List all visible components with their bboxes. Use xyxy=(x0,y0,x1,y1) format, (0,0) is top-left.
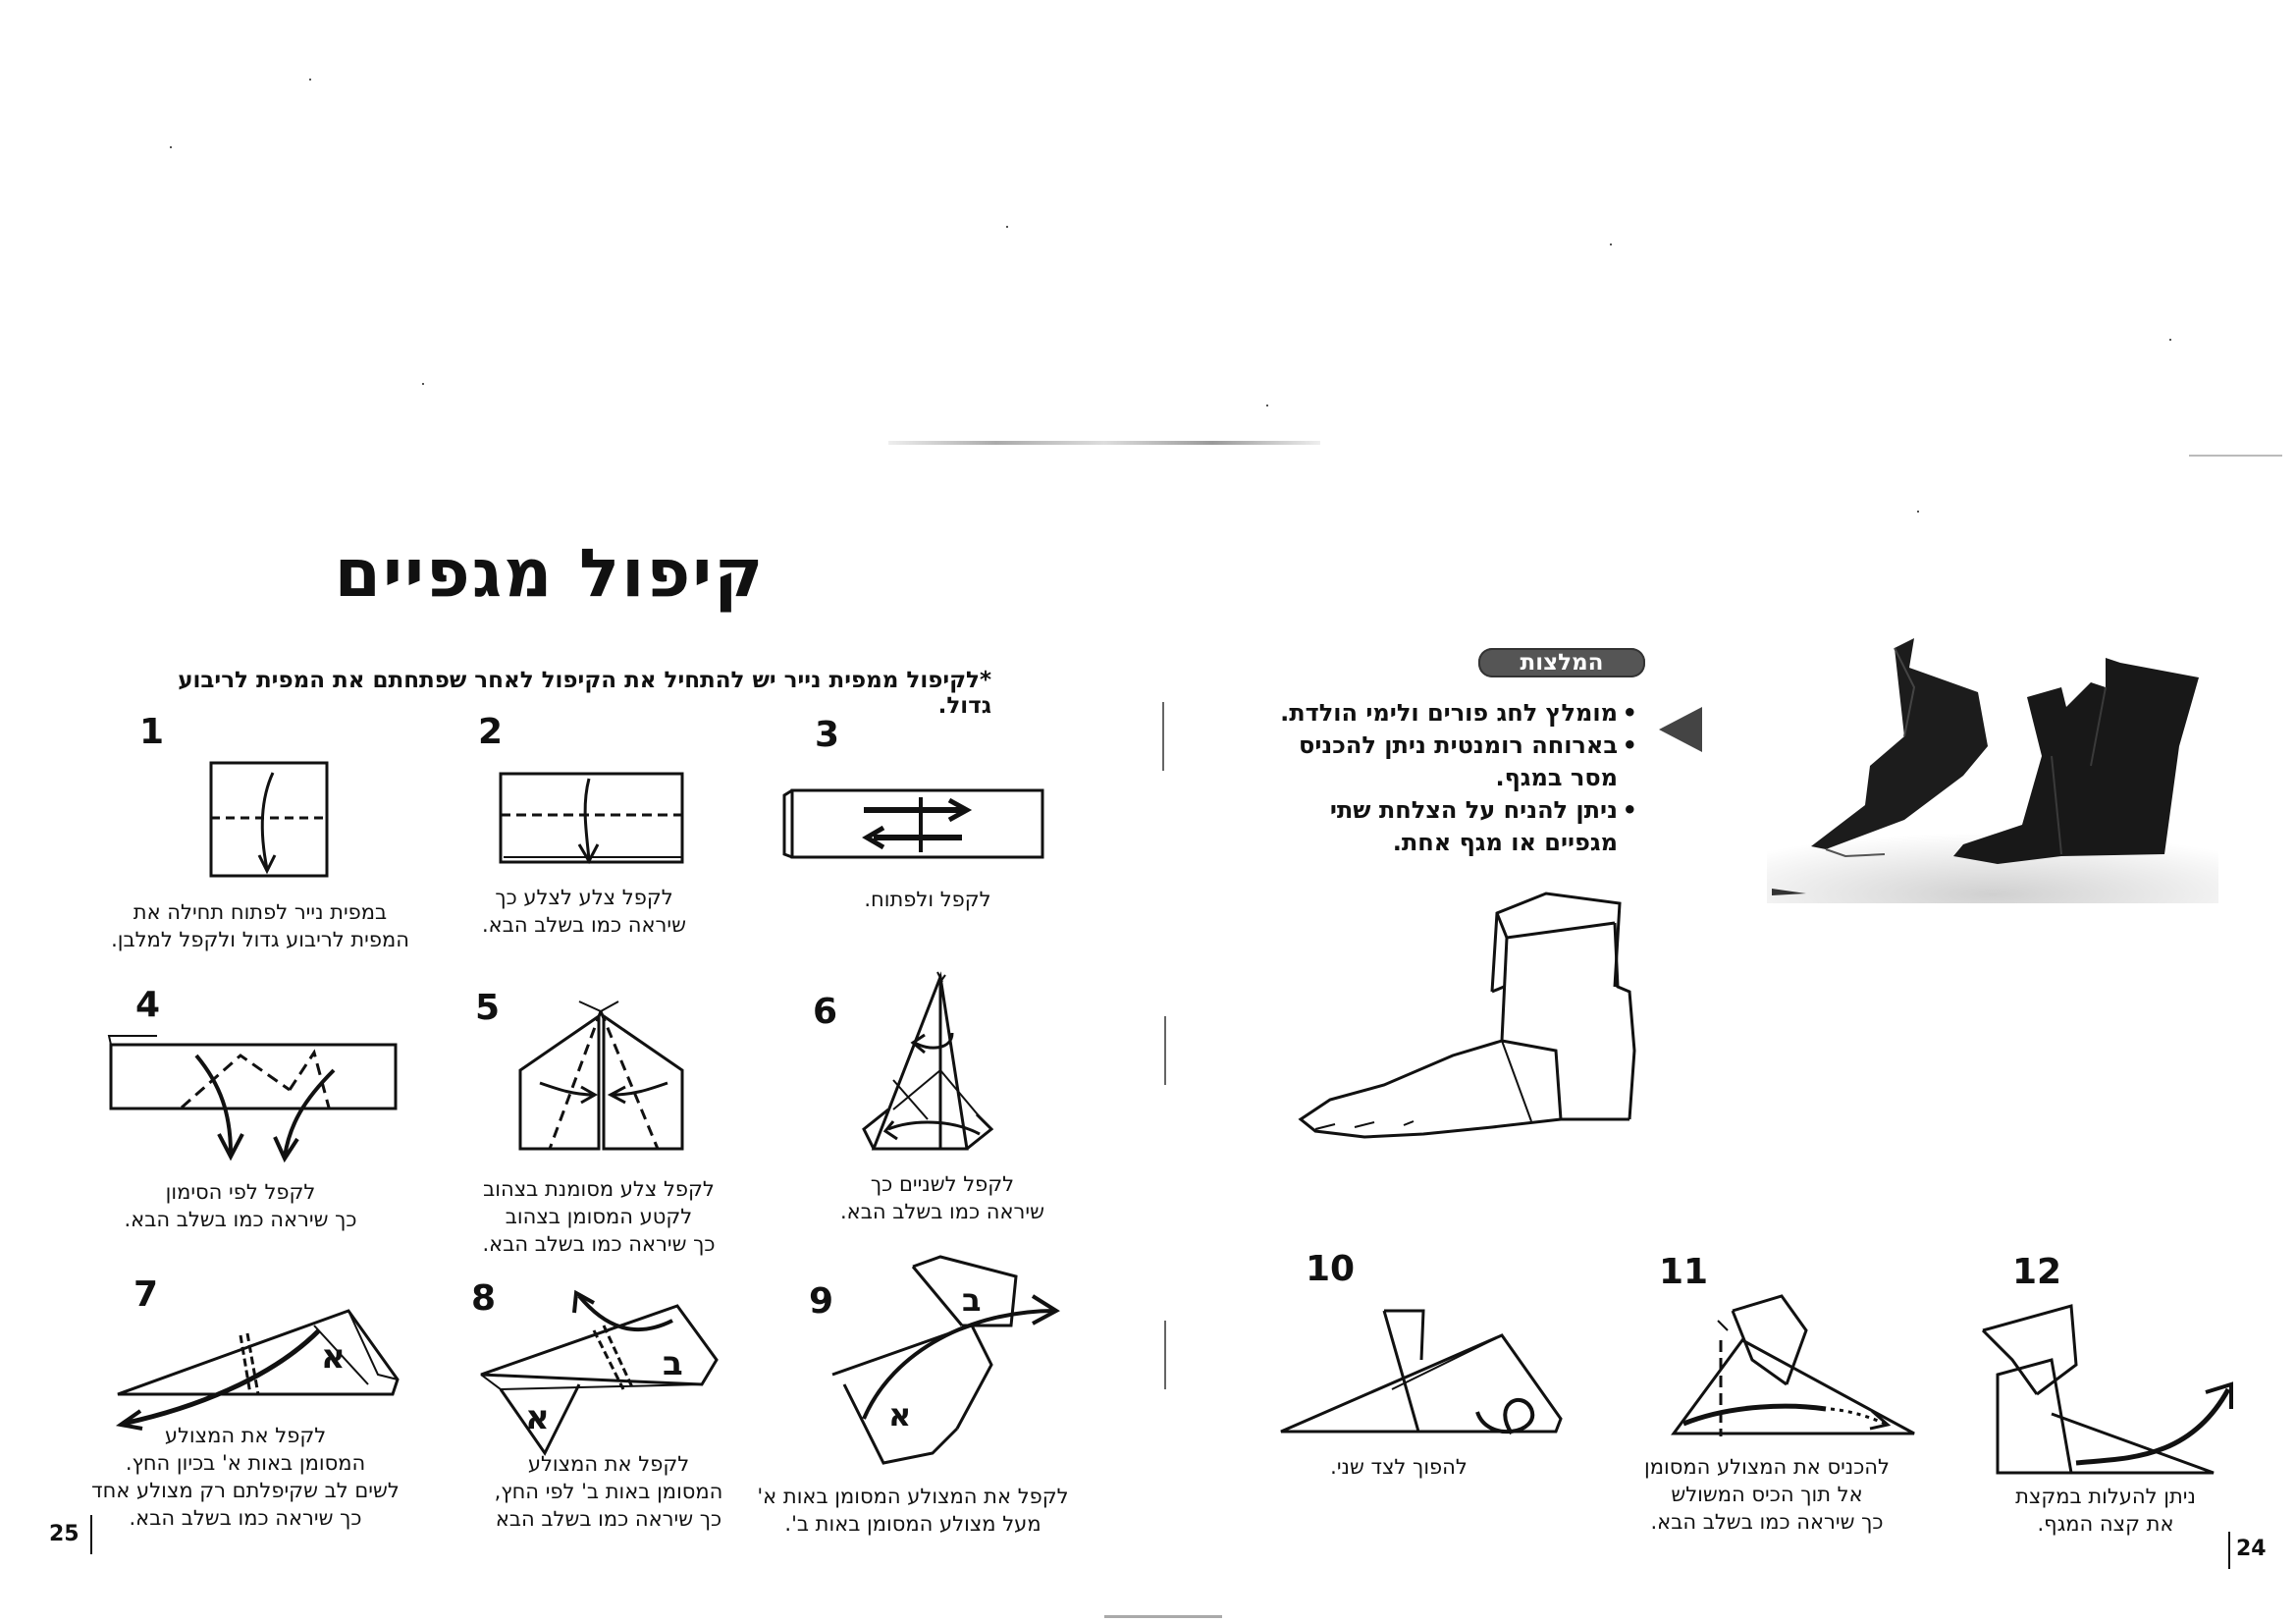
step-12-diagram xyxy=(1978,1286,2243,1483)
step-number: 2 xyxy=(478,712,504,752)
step-caption: לקפל את המצולע המסומן באות א' בכיון החץ. לשים לב שקיפלתם רק מצולע אחד כך שיראה כמו בשלב הבא. xyxy=(91,1424,400,1530)
step-11-diagram xyxy=(1654,1291,1919,1438)
step-caption: לקפל צלע לצלע כך שיראה כמו בשלב הבא. xyxy=(482,886,686,937)
label-bet: ב xyxy=(962,1281,982,1319)
page-number-left: 25 xyxy=(49,1522,80,1546)
step-caption: להפוך לצד שני. xyxy=(1330,1455,1468,1479)
step-4-diagram xyxy=(103,1031,398,1163)
step-number: 7 xyxy=(133,1274,159,1315)
tips-badge: המלצות xyxy=(1478,648,1645,677)
step-3-diagram xyxy=(780,785,1050,864)
step-1-diagram xyxy=(206,761,334,879)
boots-photo xyxy=(1767,628,2218,903)
step-caption: לקפל צלע מסומנת בצהוב לקטע המסומן בצהוב כך שיראה כמו בשלב הבא. xyxy=(482,1177,716,1256)
step-caption: לקפל את המצולע המסומן באות ב' לפי החץ, כך שיראה כמו בשלב הבא xyxy=(494,1452,723,1531)
step-number: 1 xyxy=(139,712,165,752)
boot-illustration xyxy=(1296,893,1639,1159)
tip-item: • מומלץ לחג פורים ולימי הולדת. xyxy=(1266,697,1618,730)
step-2-diagram xyxy=(496,771,687,869)
label-alef: א xyxy=(321,1337,346,1377)
step-number: 9 xyxy=(809,1281,834,1322)
intro-note: *לקיפול ממפית נייר יש להתחיל את הקיפול לאחר שפתחתם את המפית לריבוע גדול. xyxy=(178,668,991,719)
step-caption: לקפל לפי הסימון כך שיראה כמו בשלב הבא. xyxy=(124,1180,357,1231)
step-number: 5 xyxy=(475,988,501,1028)
step-number: 12 xyxy=(2012,1252,2062,1292)
step-caption: להכניס את המצולע המסומן אל תוך הכיס המשולש כך שיראה כמו בשלב הבא. xyxy=(1644,1455,1890,1534)
step-number: 6 xyxy=(813,992,838,1032)
scan-streak xyxy=(2189,455,2282,457)
page-number-right: 24 xyxy=(2236,1537,2267,1561)
pointer-triangle-icon xyxy=(1657,705,1704,754)
step-caption: ניתן להעלות במקצת את קצה המגף. xyxy=(2015,1485,2196,1536)
tip-item: • ניתן להניח על הצלחת שתי מגפיים או מגף אחת. xyxy=(1266,794,1618,859)
step-8-diagram xyxy=(476,1291,731,1458)
step-number: 8 xyxy=(471,1278,497,1319)
step-5-diagram xyxy=(510,997,692,1154)
page-gutter xyxy=(1160,702,1170,1546)
label-bet: ב xyxy=(663,1344,683,1383)
label-alef: א xyxy=(888,1396,912,1434)
tips-list xyxy=(1266,697,1639,859)
step-9-diagram xyxy=(825,1257,1070,1473)
step-6-diagram xyxy=(854,972,1011,1159)
step-caption: לקפל את המצולע המסומן באות א' מעל מצולע המסומן באות ב'. xyxy=(757,1485,1069,1536)
label-alef: א xyxy=(525,1398,550,1437)
step-caption: לקפל לשניים כך שיראה כמו בשלב הבא. xyxy=(840,1172,1044,1223)
scan-streak xyxy=(1104,1615,1222,1618)
step-number: 4 xyxy=(135,985,161,1025)
step-number: 3 xyxy=(815,715,840,755)
step-7-diagram xyxy=(113,1291,407,1429)
page-title: קיפול מגפיים xyxy=(334,535,766,613)
page-number-rule xyxy=(90,1515,92,1554)
step-caption: לקפל ולפתוח. xyxy=(864,888,991,911)
step-number: 10 xyxy=(1306,1249,1356,1289)
page-number-rule xyxy=(2228,1532,2230,1569)
step-number: 11 xyxy=(1659,1252,1709,1292)
step-caption: במפית נייר לפתוח תחילה את המפית לריבוע גדול ולקפל למלבן. xyxy=(111,900,409,951)
step-10-diagram xyxy=(1276,1296,1571,1434)
scan-streak xyxy=(888,441,1320,445)
tip-item: • בארוחה רומנטית ניתן להכניס מסר במגף. xyxy=(1266,730,1618,794)
